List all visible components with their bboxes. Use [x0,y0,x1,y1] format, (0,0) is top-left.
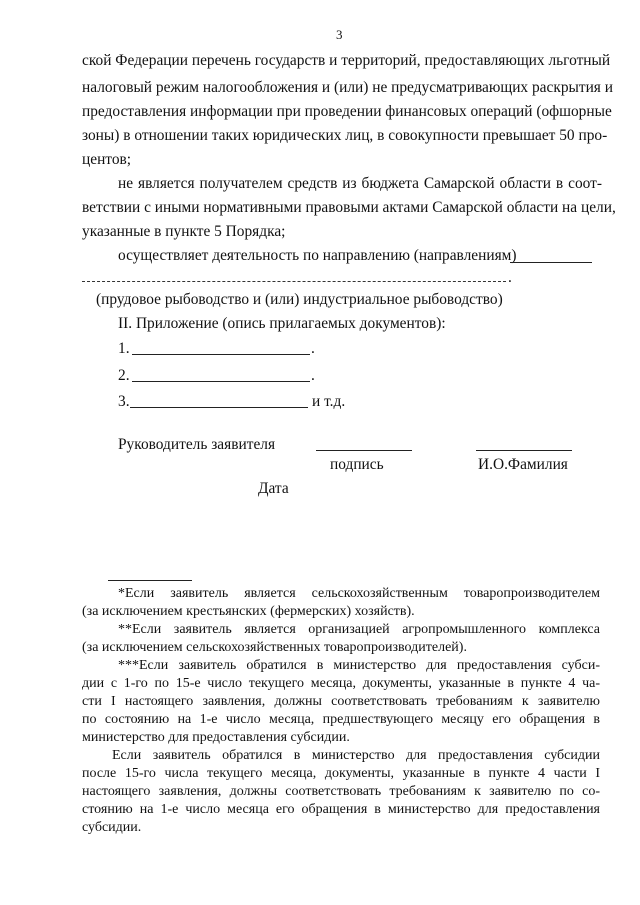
activity-blank-2 [82,281,506,282]
appendix-item-end: . [311,340,315,357]
para1-line: ской Федерации перечень государств и территорий, предоставляющих льготный [82,52,611,69]
para1-line: зоны) в отношении таких юридических лиц, в совокупности превышает 50 про- [82,127,608,144]
appendix-item-blank [132,354,310,355]
footnote-line: субсидии. [82,820,142,835]
footnote-line: (за исключением крестьянских (фермерских) хозяйств). [82,604,415,619]
appendix-item-number: 1. [118,340,130,357]
para2-line: не является получателем средств из бюджета Самарской области в соот- [118,175,602,192]
footnote-separator [108,580,192,581]
name-line [476,450,572,451]
signature-label: подпись [330,456,384,473]
footnote-line: министерство для предоставления субсидии. [82,730,350,745]
footnote-line: после 15-го числа текущего месяца, документы, указанные в пункте 4 части I [82,766,600,781]
footnote-line: стоянию на 1-е число месяца его обращения в министерство для предоставления [82,802,600,817]
para1-line: предоставления информации при проведении финансовых операций (офшорные [82,103,612,120]
appendix-heading: II. Приложение (опись прилагаемых документов): [118,315,446,332]
date-label: Дата [258,480,289,497]
appendix-etc: и т.д. [312,393,346,410]
footnote-line: настоящего заявления, должны соответствовать требованиям к заявителю по со- [82,784,600,799]
para1-line: налоговый режим налогообложения и (или) не предусматривающих раскрытия и [82,79,613,96]
activity-blank-1 [510,262,592,263]
appendix-item-number: 3. [118,393,130,410]
signature-line [316,450,412,451]
appendix-item-number: 2. [118,367,130,384]
para2-line: указанные в пункте 5 Порядка; [82,223,286,240]
signature-role: Руководитель заявителя [118,436,276,453]
footnote-line: (за исключением сельскохозяйственных товаропроизводителей). [82,640,467,655]
page-number: 3 [336,27,343,42]
para2-line: ветствии с иными нормативными правовыми актами Самарской области на цели, [82,199,616,216]
activity-end: . [508,269,512,286]
footnote-line: Если заявитель обратился в министерство для предоставления субсидии [112,748,600,763]
footnote-line: дии с 1-го по 15-е число текущего месяца, документы, указанные в пункте 4 ча- [82,676,600,691]
appendix-item-end: . [311,367,315,384]
appendix-item-blank [130,407,308,408]
para1-line: центов; [82,151,132,168]
footnote-line: **Если заявитель является организацией агропромышленного комплекса [118,622,600,637]
activity-label: осуществляет деятельность по направлению (направлениям) [118,247,517,264]
footnote-line: *Если заявитель является сельскохозяйственным товаропроизводителем [118,586,600,601]
footnote-line: сти I настоящего заявления, должны соответствовать требованиям к заявителю [82,694,600,709]
appendix-item-blank [132,381,310,382]
footnote-line: ***Если заявитель обратился в министерство для предоставления субси- [118,658,600,673]
activity-hint: (прудовое рыбоводство и (или) индустриальное рыбоводство) [96,291,503,308]
name-label: И.О.Фамилия [478,456,568,473]
footnote-line: по состоянию на 1-е число месяца, предшествующего месяцу его обращения в [82,712,600,727]
